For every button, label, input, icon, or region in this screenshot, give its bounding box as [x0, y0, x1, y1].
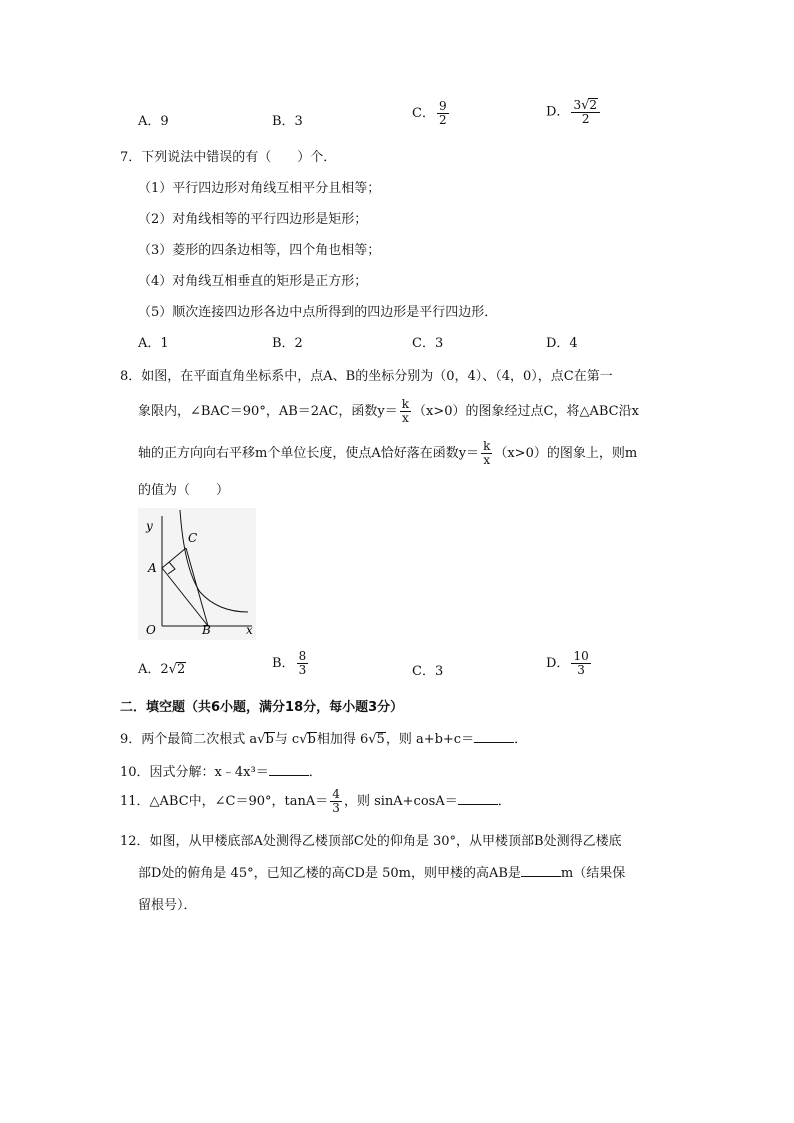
question-10: 10．因式分解：x﹣4x³＝ ． [120, 765, 322, 780]
q11-answer-blank[interactable] [458, 792, 498, 805]
q6-option-b: B．3 [272, 114, 303, 129]
q7-option-d: D．4 [546, 336, 578, 351]
q6-option-c: C． $\frac{9}{2}$ [412, 99, 447, 127]
q7-item-1: （1）平行四边形对角线互相平分且相等； [138, 181, 381, 196]
q8-option-d: D． $\frac{10}{3}$ [546, 649, 589, 677]
q7-option-c: C．3 [412, 336, 444, 351]
question-11: 11．△ABC中，∠C＝90°，tanA＝ $\frac{4}{3}$ ，则 sinA+cosA＝ ． [120, 787, 511, 815]
q6-option-d: D． $\frac{3√2}{2}$ [546, 98, 602, 126]
q8-option-c: C．3 [412, 664, 444, 679]
q8-line-3: 轴的正方向向右平移m个单位长度，使点A恰好落在函数y＝ $\frac{k}{x}$ （x>0）的图象上，则m [138, 439, 638, 467]
q8-line-1: 8．如图，在平面直角坐标系中，点A、B的坐标分别为（0，4）、（4，0），点C在第一 [120, 369, 613, 384]
q6-option-a: A．9 [138, 114, 169, 129]
q8-line-2: 象限内，∠BAC＝90°，AB＝2AC，函数y＝ $\frac{k}{x}$ （x>0）的图象经过点C，将△ABC沿x [138, 397, 639, 425]
q7-option-b: B．2 [272, 336, 303, 351]
q8-line-4: 的值为（ ） [138, 483, 230, 498]
q12-line-3: 留根号）． [138, 898, 197, 913]
q7-item-4: （4）对角线互相垂直的矩形是正方形； [138, 274, 368, 289]
fig-label-x: x [246, 623, 253, 637]
q7-item-5: （5）顺次连接四边形各边中点所得到的四边形是平行四边形． [138, 305, 498, 320]
question-9: 9．两个最简二次根式 a√b与 c√b相加得 6√5，则 a+b+c＝ ． [120, 732, 528, 747]
q7-stem: 7．下列说法中错误的有（ ）个． [120, 150, 337, 165]
q7-option-a: A．1 [138, 336, 169, 351]
q9-answer-blank[interactable] [474, 730, 514, 743]
fig-label-c: C [188, 531, 198, 545]
q8-option-b: B． $\frac{8}{3}$ [272, 649, 307, 677]
q12-line-2: 部D处的俯角是 45°，已知乙楼的高CD是 50m，则甲楼的高AB是 m（结果保 [138, 866, 626, 881]
section-2-heading: 二．填空题（共6小题，满分18分，每小题3分） [120, 700, 404, 715]
q8-figure [138, 508, 256, 640]
fig-label-o: O [146, 623, 156, 637]
q12-line-1: 12．如图，从甲楼底部A处测得乙楼顶部C处的仰角是 30°，从甲楼顶部B处测得乙楼底 [120, 834, 622, 849]
fig-label-y: y [146, 519, 153, 533]
fig-label-b: B [202, 623, 211, 637]
q7-item-3: （3）菱形的四条边相等，四个角也相等； [138, 243, 381, 258]
q12-answer-blank[interactable] [521, 864, 561, 877]
q7-item-2: （2）对角线相等的平行四边形是矩形； [138, 212, 368, 227]
q10-answer-blank[interactable] [269, 763, 309, 776]
fig-label-a: A [148, 561, 157, 575]
q8-option-a: A．2√2 [138, 662, 186, 677]
